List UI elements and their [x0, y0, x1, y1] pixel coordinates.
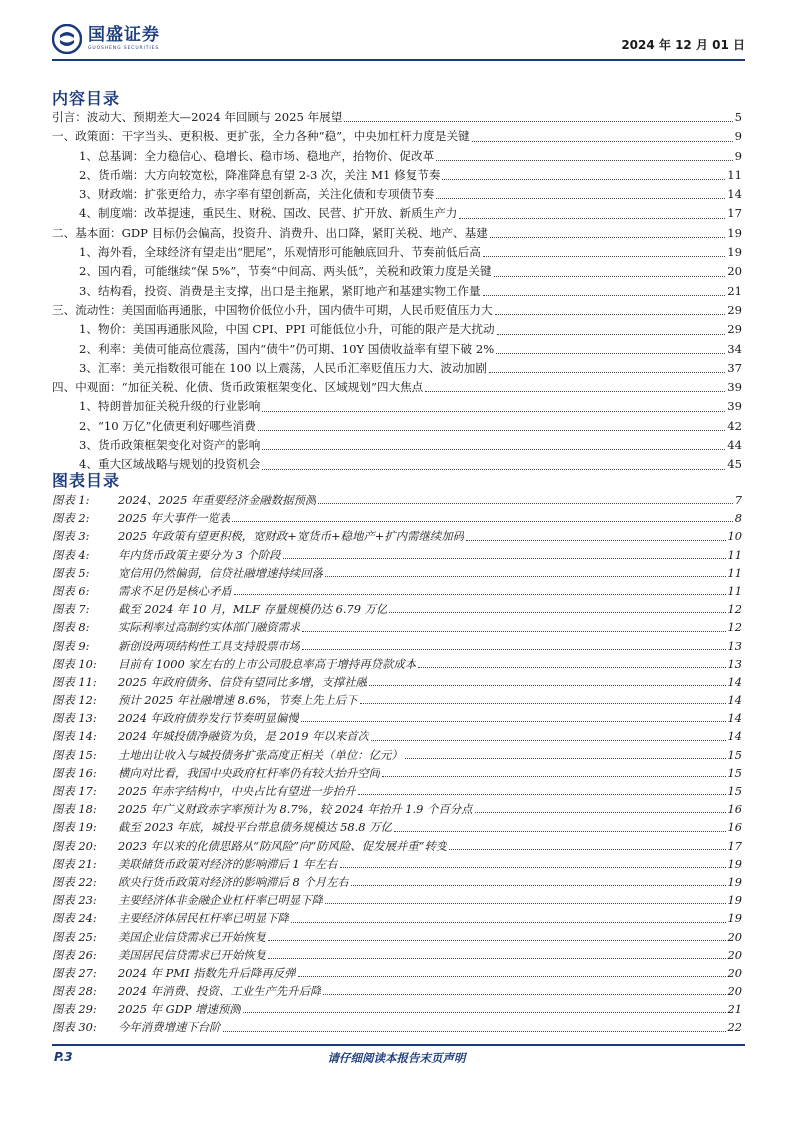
brand-name-en: GUOSHENG SECURITIES	[88, 46, 160, 51]
dot-leader	[496, 340, 725, 354]
toc-entry[interactable]	[52, 262, 742, 281]
figure-entry[interactable]	[52, 1018, 742, 1036]
figure-entry[interactable]	[52, 673, 742, 691]
dot-leader	[497, 320, 726, 334]
figure-entry-label: 图表 13:	[52, 711, 97, 726]
dot-leader	[425, 378, 725, 392]
figure-entry-text: 2024 年城投债净融资为负，是 2019 年以来首次	[118, 729, 370, 744]
figure-entry[interactable]	[52, 564, 742, 582]
figure-entry[interactable]	[52, 782, 742, 800]
figure-entry[interactable]	[52, 746, 742, 764]
toc-entry[interactable]	[52, 127, 742, 146]
toc-entry-page: 5	[734, 110, 742, 124]
toc-entry-text: 一、政策面：干字当头、更积极、更扩张，全力各种“稳”，中央加杠杆力度是关键	[52, 129, 470, 144]
dot-leader	[489, 359, 725, 373]
dot-leader	[291, 909, 726, 922]
figure-list-title: 图表目录	[52, 471, 121, 490]
figure-entry-page: 15	[727, 765, 742, 780]
figure-entry-page: 22	[727, 1020, 742, 1035]
dot-leader	[436, 147, 732, 161]
figure-entry-text: 今年消费增速下台阶	[118, 1020, 221, 1035]
toc-entry-page: 9	[734, 129, 742, 144]
figure-entry-text: 2024 年消费、投资、工业生产先升后降	[118, 984, 322, 999]
dot-leader	[223, 1018, 726, 1031]
figure-entry-text: 2025 年政策有望更积极，宽财政+宽货币+稳地产+扩内需继续加码	[118, 529, 465, 544]
figure-entry-page: 13	[727, 656, 742, 671]
toc-entry-page: 29	[727, 322, 742, 337]
figure-entry[interactable]	[52, 546, 742, 564]
figure-entry-text: 2024 年政府债券发行节奏明显偏慢	[118, 711, 299, 726]
toc-entry[interactable]	[52, 204, 742, 223]
figure-entry-label: 图表 11:	[52, 674, 97, 689]
dot-leader	[360, 691, 726, 704]
toc-entry-text: 1、海外看，全球经济有望走出“肥尾”，乐观情形可能触底回升、节奏前低后高	[79, 245, 481, 260]
dot-leader	[442, 166, 725, 180]
toc-entry-page: 44	[727, 438, 742, 453]
dot-leader	[325, 891, 725, 904]
figure-entry-page: 17	[727, 838, 742, 853]
toc-entry[interactable]	[52, 147, 742, 166]
dot-leader	[495, 301, 726, 315]
toc-entry-page: 20	[727, 264, 742, 279]
brand-logo-icon	[52, 24, 82, 54]
dot-leader	[268, 946, 725, 959]
toc-entry[interactable]	[52, 340, 742, 359]
toc-entry[interactable]	[52, 378, 742, 397]
figure-entry-page: 13	[727, 638, 742, 653]
figure-entry-text: 实际利率过高制约实体部门融资需求	[118, 620, 301, 635]
footer-divider	[52, 1044, 745, 1046]
figure-entry-text: 2025 年赤字结构中，中央占比有望进一步抬升	[118, 784, 356, 798]
toc-entry-text: 二、基本面：GDP 目标仍会偏高，投资升、消费升、出口降，紧盯关税、地产、基建	[52, 225, 488, 240]
dot-leader	[389, 600, 725, 613]
figure-entry-page: 15	[727, 784, 742, 798]
figure-entry-page: 16	[727, 802, 742, 817]
dot-leader	[262, 397, 725, 411]
toc-entry[interactable]	[52, 301, 742, 320]
header-divider	[52, 59, 745, 61]
figure-entry-text: 美国居民信贷需求已开始恢复	[118, 947, 267, 962]
toc-entry-page: 19	[727, 245, 742, 260]
toc-entry-text: 3、结构看，投资、消费是主支撑，出口是主拖累，紧盯地产和基建实物工作量	[79, 283, 481, 298]
figure-entry[interactable]	[52, 837, 742, 855]
figure-entry[interactable]	[52, 800, 742, 818]
dot-leader	[369, 673, 725, 686]
toc-entry-page: 21	[727, 283, 742, 298]
figure-entry[interactable]	[52, 982, 742, 1000]
figure-entry-label: 图表 16:	[52, 765, 97, 780]
figure-entry-label: 图表 5:	[52, 565, 90, 580]
figure-entry-text: 2024 年 PMI 指数先升后降再反弹	[118, 965, 296, 980]
figure-entry[interactable]	[52, 582, 742, 600]
toc-entry-page: 42	[727, 418, 742, 433]
dot-leader	[234, 582, 726, 595]
figure-entry-text: 横向对比看，我国中央政府杠杆率仍有较大抬升空间	[118, 765, 380, 780]
toc-entry-text: 2、国内看，可能继续“保 5%”，节奏“中间高、两头低”，关税和政策力度是关键	[79, 264, 492, 279]
dot-leader	[283, 546, 726, 559]
toc-entry-page: 39	[727, 399, 742, 414]
toc-entry[interactable]	[52, 108, 742, 127]
dot-leader	[351, 873, 726, 886]
figure-entry-text: 截至 2023 年底，城投平台带息债务规模达 58.8 万亿	[118, 820, 392, 835]
dot-leader	[436, 185, 725, 199]
toc-entry[interactable]	[52, 282, 742, 301]
figure-entry-label: 图表 14:	[52, 729, 97, 744]
figure-entry-page: 14	[727, 729, 742, 744]
figure-entry-page: 10	[727, 529, 742, 544]
figure-entry[interactable]	[52, 727, 742, 745]
figure-entry[interactable]	[52, 764, 742, 782]
dot-leader	[371, 727, 725, 740]
dot-leader	[302, 618, 725, 631]
dot-leader	[258, 417, 725, 431]
figure-entry-label: 图表 10:	[52, 656, 97, 671]
figure-entry-text: 美联储货币政策对经济的影响滞后 1 年左右	[118, 856, 338, 871]
figure-entry-text: 主要经济体非金融企业杠杆率已明显下降	[118, 893, 324, 908]
figure-entry-text: 美国企业信贷需求已开始恢复	[118, 929, 267, 944]
figure-entry[interactable]	[52, 655, 742, 673]
figure-entry[interactable]	[52, 946, 742, 964]
dot-leader	[418, 655, 725, 668]
figure-entry-text: 需求不足仍是核心矛盾	[118, 583, 232, 598]
figure-entry[interactable]	[52, 909, 742, 927]
figure-entry-text: 欧央行货币政策对经济的影响滞后 8 个月左右	[118, 874, 349, 889]
figure-entry[interactable]	[52, 1000, 742, 1018]
toc-title: 内容目录	[52, 89, 121, 108]
figure-entry-text: 新创设两项结构性工具支持股票市场	[118, 638, 301, 653]
figure-entry-page: 11	[727, 565, 742, 580]
toc-entry-page: 9	[734, 148, 742, 163]
figure-entry-label: 图表 3:	[52, 529, 90, 544]
figure-entry-page: 11	[727, 547, 742, 562]
figure-entry-page: 11	[727, 583, 742, 598]
figure-entry-page: 12	[727, 602, 742, 617]
figure-entry-label: 图表 17:	[52, 784, 97, 798]
figure-entry-label: 图表 24:	[52, 911, 97, 926]
figure-entry-text: 宽信用仍然偏弱，信贷社融增速持续回落	[118, 565, 324, 580]
toc-entry-text: 4、重大区域战略与规划的投资机会	[79, 457, 261, 472]
figure-entry[interactable]	[52, 691, 742, 709]
figure-entry-text: 年内货币政策主要分为 3 个阶段	[118, 547, 281, 562]
dot-leader	[344, 108, 732, 122]
figure-entry-page: 20	[727, 984, 742, 999]
dot-leader	[466, 527, 725, 540]
toc-entry-page: 45	[727, 457, 742, 472]
toc-entry-text: 1、特朗普加征关税升级的行业影响	[79, 399, 261, 414]
figure-entry-label: 图表 7:	[52, 602, 90, 617]
toc-entry-page: 19	[727, 225, 742, 240]
figure-entry-label: 图表 15:	[52, 747, 97, 762]
toc-entry-page: 14	[727, 187, 742, 202]
page-number: P.3	[54, 1050, 73, 1064]
figure-entry-page: 14	[727, 674, 742, 689]
figure-entry-page: 12	[727, 620, 742, 635]
figure-entry[interactable]	[52, 855, 742, 873]
figure-entry-label: 图表 29:	[52, 1002, 97, 1017]
dot-leader	[490, 224, 725, 238]
figure-entry-text: 2025 年 GDP 增速预测	[118, 1002, 241, 1017]
dot-leader	[243, 1000, 726, 1013]
figure-entry-label: 图表 27:	[52, 965, 97, 980]
figure-entry[interactable]	[52, 818, 742, 836]
figure-entry-text: 预计 2025 年社融增速 8.6%，节奏上先上后下	[118, 693, 358, 708]
figure-entry-page: 14	[727, 711, 742, 726]
dot-leader	[394, 818, 726, 831]
toc-entry-text: 三、流动性：美国面临再通胀，中国物价低位小升，国内债牛可期，人民币贬值压力大	[52, 302, 493, 317]
figure-list	[52, 491, 742, 1037]
figure-entry-text: 2023 年以来的化债思路从“防风险”向“防风险、促发展并重”转变	[118, 838, 448, 853]
dot-leader	[232, 509, 732, 522]
toc-entry-text: 四、中观面：“加征关税、化债、货币政策框架变化、区域规划”四大焦点	[52, 380, 424, 395]
toc-entry[interactable]	[52, 224, 742, 243]
figure-entry-page: 8	[734, 511, 742, 526]
dot-leader	[302, 637, 725, 650]
dot-leader	[358, 782, 726, 795]
toc-entry-page: 11	[727, 167, 742, 182]
figure-entry-label: 图表 26:	[52, 947, 97, 962]
toc-entry[interactable]	[52, 320, 742, 339]
figure-entry[interactable]	[52, 527, 742, 545]
toc-entry-text: 4、制度端：改革提速，重民生、财税、国改、民营、扩开放、新质生产力	[79, 206, 458, 221]
toc-entry-text: 2、货币端：大方向较宽松，降准降息有望 2-3 次，关注 M1 修复节奏	[79, 167, 441, 182]
dot-leader	[323, 982, 725, 995]
toc-entry-text: 2、“10 万亿”化债更利好哪些消费	[79, 418, 256, 433]
toc-entry-text: 1、物价：美国再通胀风险，中国 CPI、PPI 可能低位小升，可能的限产是大扰动	[79, 322, 495, 337]
toc-entry-page: 29	[727, 302, 742, 317]
figure-entry-page: 7	[734, 493, 742, 507]
figure-entry-page: 14	[727, 693, 742, 708]
dot-leader	[475, 800, 726, 813]
dot-leader	[268, 928, 725, 941]
figure-entry[interactable]	[52, 964, 742, 982]
figure-entry-label: 图表 2:	[52, 511, 90, 526]
figure-entry-label: 图表 25:	[52, 929, 97, 944]
toc-entry-page: 34	[727, 341, 742, 356]
figure-entry-page: 20	[727, 947, 742, 962]
figure-entry-label: 图表 22:	[52, 874, 97, 889]
dot-leader	[262, 455, 725, 469]
toc-entry[interactable]	[52, 436, 742, 455]
figure-entry-page: 20	[727, 965, 742, 980]
figure-entry[interactable]	[52, 873, 742, 891]
figure-entry[interactable]	[52, 600, 742, 618]
figure-entry[interactable]	[52, 928, 742, 946]
toc-entry-text: 3、货币政策框架变化对资产的影响	[79, 438, 261, 453]
dot-leader	[340, 855, 726, 868]
toc-entry-text: 3、财政端：扩张更给力，赤字率有望创新高，关注化债和专项债节奏	[79, 187, 435, 202]
toc-entry[interactable]	[52, 397, 742, 416]
figure-entry[interactable]	[52, 491, 742, 509]
figure-entry-page: 16	[727, 820, 742, 835]
page-header	[52, 22, 745, 58]
figure-entry-label: 图表 6:	[52, 583, 90, 598]
figure-entry-text: 2024、2025 年重要经济金融数据预测	[118, 493, 317, 507]
dot-leader	[301, 709, 726, 722]
figure-entry-page: 19	[727, 893, 742, 908]
report-date: 2024 年 12 月 01 日	[621, 38, 745, 52]
figure-entry[interactable]	[52, 618, 742, 636]
figure-entry-label: 图表 4:	[52, 547, 90, 562]
disclaimer-note: 请仔细阅读本报告末页声明	[327, 1051, 466, 1065]
toc-entry-text: 1、总基调：全力稳信心、稳增长、稳市场、稳地产，抬物价、促改革	[79, 148, 435, 163]
figure-entry-text: 截至 2024 年 10 月，MLF 存量规模仍达 6.79 万亿	[118, 602, 388, 617]
figure-entry[interactable]	[52, 709, 742, 727]
toc-entry-text: 引言：波动大、预期差大—2024 年回顾与 2025 年展望	[52, 110, 343, 124]
dot-leader	[483, 243, 725, 257]
toc-entry[interactable]	[52, 166, 742, 185]
dot-leader	[459, 204, 725, 218]
toc-entry-text: 3、汇率：美元指数很可能在 100 以上震荡，人民币汇率贬值压力大、波动加剧	[79, 360, 487, 375]
figure-entry-label: 图表 23:	[52, 893, 97, 908]
figure-entry-label: 图表 12:	[52, 693, 97, 708]
figure-entry-label: 图表 21:	[52, 856, 97, 871]
dot-leader	[298, 964, 726, 977]
dot-leader	[405, 746, 726, 759]
figure-entry-page: 20	[727, 929, 742, 944]
figure-entry-page: 19	[727, 874, 742, 889]
toc-entry[interactable]	[52, 455, 742, 474]
dot-leader	[472, 127, 733, 141]
brand-logo	[52, 22, 160, 56]
toc-list	[52, 108, 742, 475]
toc-entry[interactable]	[52, 359, 742, 378]
toc-entry[interactable]	[52, 417, 742, 436]
dot-leader	[262, 436, 725, 450]
toc-entry-text: 2、利率：美债可能高位震荡，国内“债牛”仍可期、10Y 国债收益率有望下破 2%	[79, 341, 495, 356]
toc-entry-page: 37	[727, 360, 742, 375]
figure-entry-text: 土地出让收入与城投债务扩张高度正相关（单位：亿元）	[118, 747, 403, 762]
figure-entry-text: 主要经济体居民杠杆率已明显下降	[118, 911, 289, 926]
figure-entry[interactable]	[52, 891, 742, 909]
dot-leader	[318, 491, 732, 504]
figure-entry-label: 图表 8:	[52, 620, 90, 635]
figure-entry[interactable]	[52, 637, 742, 655]
toc-entry-page: 39	[727, 380, 742, 395]
figure-entry-page: 19	[727, 911, 742, 926]
figure-entry-label: 图表 9:	[52, 638, 90, 653]
dot-leader	[494, 262, 726, 276]
figure-entry-text: 2025 年大事件一览表	[118, 511, 231, 526]
figure-entry-label: 图表 1:	[52, 493, 90, 507]
figure-entry-label: 图表 19:	[52, 820, 97, 835]
figure-entry-text: 2025 年政府债务、信贷有望同比多增，支撑社融	[118, 674, 368, 689]
toc-entry-page: 17	[727, 206, 742, 221]
figure-entry-label: 图表 30:	[52, 1020, 97, 1035]
figure-entry[interactable]	[52, 509, 742, 527]
figure-entry-page: 19	[727, 856, 742, 871]
figure-entry-label: 图表 20:	[52, 838, 97, 853]
figure-entry-text: 2025 年广义财政赤字率预计为 8.7%，较 2024 年抬升 1.9 个百分点	[118, 802, 473, 817]
dot-leader	[449, 837, 725, 850]
figure-entry-label: 图表 28:	[52, 984, 97, 999]
toc-entry[interactable]	[52, 243, 742, 262]
figure-entry-page: 15	[727, 747, 742, 762]
figure-entry-page: 21	[727, 1002, 742, 1017]
figure-entry-text: 目前有 1000 家左右的上市公司股息率高于增持再贷款成本	[118, 656, 417, 671]
toc-entry[interactable]	[52, 185, 742, 204]
dot-leader	[325, 564, 725, 577]
dot-leader	[382, 764, 726, 777]
dot-leader	[483, 282, 726, 296]
brand-name: 国盛证券	[88, 25, 160, 45]
figure-entry-label: 图表 18:	[52, 802, 97, 817]
